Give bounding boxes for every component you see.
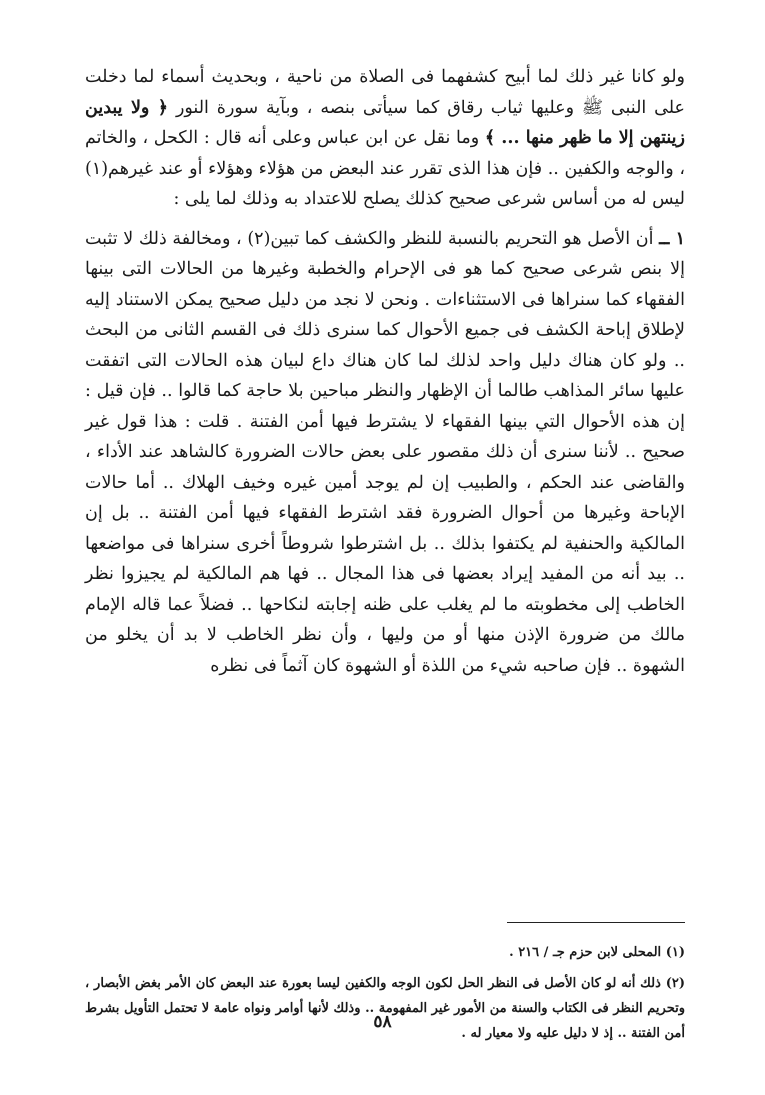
paragraph-2-text: أن الأصل هو التحريم بالنسبة للنظر والكشف كما تبين(٢) ، ومخالفة ذلك لا تثبت إلا بنص شرعى صحيح كما هو فى الإحرام والخطبة وغيرها من الحالات التى بينها الفقهاء كما سنراها فى الاستثناءات . ونحن لا نجد من دليل صحيح يمكن الاستناد إليه لإطلاق إباحة الكشف فى جميع الأحوال كما سنرى ذلك فى القسم الثانى من البحث .. ولو كان هناك دليل واحد لذلك لما كان هناك داع لبيان هذه الحالات التى اتفقت عليها سائر المذاهب طالما أن الإظهار والنظر مباحين بلا حاجة كما قالوا .. فإن قيل : إن هذه الأحوال التي بينها الفقهاء لا يشترط فيها أمن الفتنة . قلت : هذا قول غير صحيح .. لأننا سنرى أن ذلك مقصور على بعض حالات الضرورة كالشاهد عند الأداء ، والقاضى عند الحكم ، والطبيب إن لم يوجد أمين غيره وخيف الهلاك .. أما حالات الإباحة وغيرها من أحوال الضرورة فقد اشترط الفقهاء فيها أمن الفتنة .. بل إن المالكية والحنفية لم يكتفوا بذلك .. بل اشترطوا شروطاً أخرى سنراها فى مواضعها .. بيد أنه من المفيد إيراد بعضها فى هذا المجال .. فها هم المالكية لم يجيزوا نظر الخاطب إلى مخطوبته ما لم يغلب على ظنه إجابته لنكاحها .. فضلاً عما قاله الإمام مالك من ضرورة الإذن منها أو من وليها ، وأن نظر الخاطب لا بد أن يخلو من الشهوة .. فإن صاحبه شيء من اللذة أو الشهوة كان آثماً فى نظره — [85, 228, 685, 676]
quran-verse: ﴿ ولا يبدين زينتهن إلا ما ظهر منها ... ﴾ — [85, 97, 686, 148]
page-content — [85, 62, 685, 1095]
paragraph-1-text: ولو كانا غير ذلك لما أبيح كشفهما فى الصلاة من ناحية ، وبحديث أسماء لما دخلت على النبى ﷺ وعليها ثياب رقاق كما سيأتى بنصه ، وبآية سورة النور — [85, 67, 685, 118]
footnote-2: (٢) ذلك أنه لو كان الأصل فى النظر الحل لكون الوجه والكفين ليسا بعورة عند البعض كان الأمر بغض الأبصار ، وتحريم النظر فى الكتاب والسنة من الأمور غير المفهومة .. وذلك لأنها أوامر ونواه عامة لا تحتمل التأويل بشرط أمن الفتنة .. إذ لا دليل عليه ولا معيار له . — [85, 976, 685, 1041]
main-text — [85, 62, 685, 681]
paragraph-1-continuation: وما نقل عن ابن عباس وعلى أنه قال : الكحل ، والخاتم ، والوجه والكفين .. فإن هذا الذى تقرر عند البعض من هؤلاء وهؤلاء أو عند غيرهم(١) ليس له من أساس شرعى صحيح كذلك يصلح للاعتداد به وذلك لما يلى : — [85, 128, 685, 209]
paragraph-2 — [85, 224, 685, 682]
page-number: ٥٨ — [373, 1012, 392, 1032]
footnote-1: (١) المحلى لابن حزم جـ / ٢١٦ . — [509, 945, 685, 960]
footnote-divider — [507, 922, 685, 923]
point-number: ١ ــ — [659, 228, 685, 249]
paragraph-1 — [85, 62, 685, 215]
